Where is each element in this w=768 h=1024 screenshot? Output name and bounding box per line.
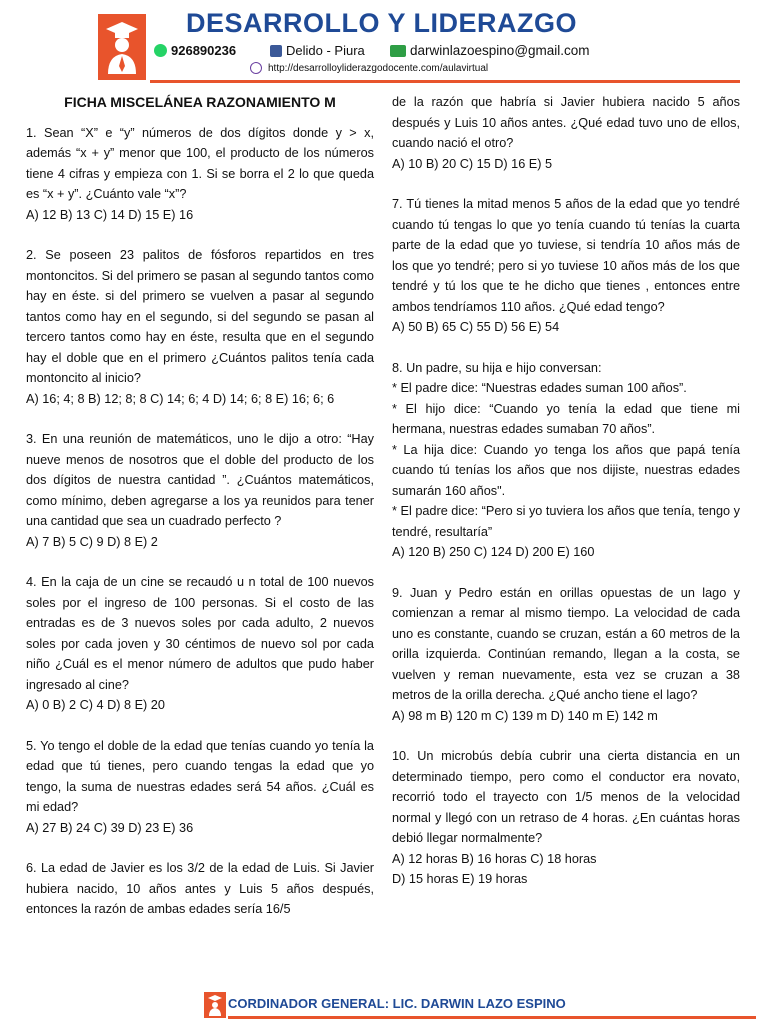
email-address[interactable]: darwinlazoespino@gmail.com <box>410 43 590 58</box>
footer-coordinator: CORDINADOR GENERAL: LIC. DARWIN LAZO ESPINO <box>228 996 566 1011</box>
question-text: 1. Sean “X” e “y” números de dos dígitos donde y > x, además “x + y” menor que 100, el producto de los números tiene 4 cifras y empieza con 1. Si se borra el 2 lo que queda es “x + y”. ¿Cuánto vale “x”? <box>26 125 374 201</box>
question-list-right <box>392 92 740 890</box>
question-text: 8. Un padre, su hija e hijo conversan: * El padre dice: “Nuestras edades suman 100 años”. * El hijo dice: “Cuando yo tenía la edad que tiene mi hermana, nuestras edades sumaban 70 años”. * La hija dice: Cuando yo tenga los años que papá tenía cuando tú tenías los años que nos dijiste, nuestras edades sumarán 160 años". * El padre dice: “Pero si yo tuviera los años que tenía, tengo y tendré, resultaría” <box>392 360 740 539</box>
question-text: 4. En la caja de un cine se recaudó u n total de 100 nuevos soles por el ingreso de 100 personas. Si el costo de las entradas es de 3 nuevos soles por cada adulto, 2 nuevos soles por cada joven y 30 céntimos de nuevo sol por cada niño ¿Cuál es el menor número de adultos que pudo haber ingresado al cine? <box>26 575 374 692</box>
graduate-logo-icon <box>98 14 146 80</box>
left-column <box>26 92 374 940</box>
question-text: 6. La edad de Javier es los 3/2 de la edad de Luis. Si Javier hubiera nacido, 10 años antes y Luis 5 años después, entonces la razón de ambas edades sería 16/5 <box>26 861 374 916</box>
question-item <box>26 245 374 409</box>
question-item <box>26 429 374 552</box>
answer-options: A) 7 B) 5 C) 9 D) 8 E) 2 <box>26 534 158 549</box>
question-text: de la razón que habría si Javier hubiera nacido 5 años después y Luis 10 años antes. ¿Qué edad tuvo uno de ellos, cuando nació el otro? <box>392 95 740 150</box>
question-item <box>392 358 740 563</box>
question-item <box>26 736 374 839</box>
facebook-name: Delido - Piura <box>286 43 365 58</box>
question-item <box>26 858 374 920</box>
mail-icon <box>390 45 406 57</box>
page-header <box>0 0 768 84</box>
phone-number: 926890236 <box>171 43 237 58</box>
answer-options: A) 0 B) 2 C) 4 D) 8 E) 20 <box>26 698 165 712</box>
page-title: FICHA MISCELÁNEA RAZONAMIENTO M <box>64 94 336 110</box>
answer-options: A) 12 B) 13 C) 14 D) 15 E) 16 <box>26 207 194 222</box>
question-text: 7. Tú tienes la mitad menos 5 años de la edad que yo tendré cuando tú tengas lo que yo tenía cuando tú tenías la cuarta parte de la edad que yo tuviese, si tendría 10 años más de los que yo tendré; pero si yo tuviese 10 años más de los que tendré y tú los que te he dicho que tienes , entonces entre ambos tendríamos 110 años. ¿Qué edad tengo? <box>392 197 740 314</box>
question-item <box>392 194 740 338</box>
answer-options: A) 27 B) 24 C) 39 D) 23 E) 36 <box>26 820 194 835</box>
question-item <box>392 583 740 727</box>
whatsapp-icon <box>154 44 167 57</box>
brand-title: DESARROLLO Y LIDERAZGO <box>186 8 578 38</box>
question-text: 2. Se poseen 23 palitos de fósforos repartidos en tres montoncitos. Si del primero se pasan al segundo tantos como hay en éste. si del primero se vuelven a pasar al segundo tantos como hay en el segundo, si del segundo se pasan al tercero tantos como hay en éste, resulta que en el segundo hay el doble que en el primero ¿Cuántos palitos tenía cada montoncito al inicio? <box>26 248 374 385</box>
question-item <box>26 572 374 716</box>
answer-options: A) 10 B) 20 C) 15 D) 16 E) 5 <box>392 156 553 171</box>
question-item <box>392 92 740 174</box>
question-text: 5. Yo tengo el doble de la edad que tenías cuando yo tenía la edad que tú tienes, pero cuando tengas la edad que yo tengo, la suma de nuestras edades será 54 años. ¿Cuál es mi edad? <box>26 738 374 814</box>
answer-options: A) 16; 4; 8 B) 12; 8; 8 C) 14; 6; 4 D) 14; 6; 8 E) 16; 6; 6 <box>26 391 335 406</box>
question-item <box>26 123 374 226</box>
answer-options: A) 120 B) 250 C) 124 D) 200 E) 160 <box>392 545 595 559</box>
question-text: 9. Juan y Pedro están en orillas opuestas de un lago y comienzan a remar al mismo tiempo. La velocidad de cada uno es constante, cuando se cruzan, están a 60 metros de la orilla izquierda. Continúan remando, llegan a la costa, se vuelven y reman nuevamente, esta vez se cruzan a 38 metros de la orilla derecha. ¿Qué ancho tiene el lago? <box>392 585 740 702</box>
website-row <box>250 62 488 74</box>
phone-contact <box>154 43 236 58</box>
facebook-contact <box>270 43 365 58</box>
website-url[interactable]: http://desarrolloyliderazgodocente.com/aulavirtual <box>268 62 489 74</box>
globe-icon <box>250 62 262 74</box>
answer-options: A) 12 horas B) 16 horas C) 18 horas D) 15 horas E) 19 horas <box>392 851 597 886</box>
header-divider <box>150 80 740 83</box>
page-footer <box>204 992 756 1022</box>
question-item <box>392 746 740 890</box>
facebook-icon <box>270 45 282 57</box>
question-text: 10. Un microbús debía cubrir una cierta distancia en un determinado tiempo, pero como el conductor era novato, recorrió todo el trayecto con 1/5 menos de la velocidad normal y llegó con un retraso de 4 horas. ¿En cuántas horas debió llegar normalmente? <box>392 749 740 845</box>
right-column <box>392 92 740 910</box>
email-contact <box>390 43 590 58</box>
footer-bar <box>228 994 756 1019</box>
answer-options: A) 50 B) 65 C) 55 D) 56 E) 54 <box>392 320 560 334</box>
question-list-left <box>26 123 374 920</box>
answer-options: A) 98 m B) 120 m C) 139 m D) 140 m E) 142 m <box>392 708 658 723</box>
question-text: 3. En una reunión de matemáticos, uno le dijo a otro: “Hay nueve menos de nosotros que el doble del producto de los dos dígitos de nuestra cantidad ”. ¿Cuántos matemáticos, como mínimo, deben agregarse a los ya reunidos para tener una cantidad que sea un cuadrado perfecto ? <box>26 432 374 528</box>
graduate-small-logo-icon <box>204 992 226 1018</box>
